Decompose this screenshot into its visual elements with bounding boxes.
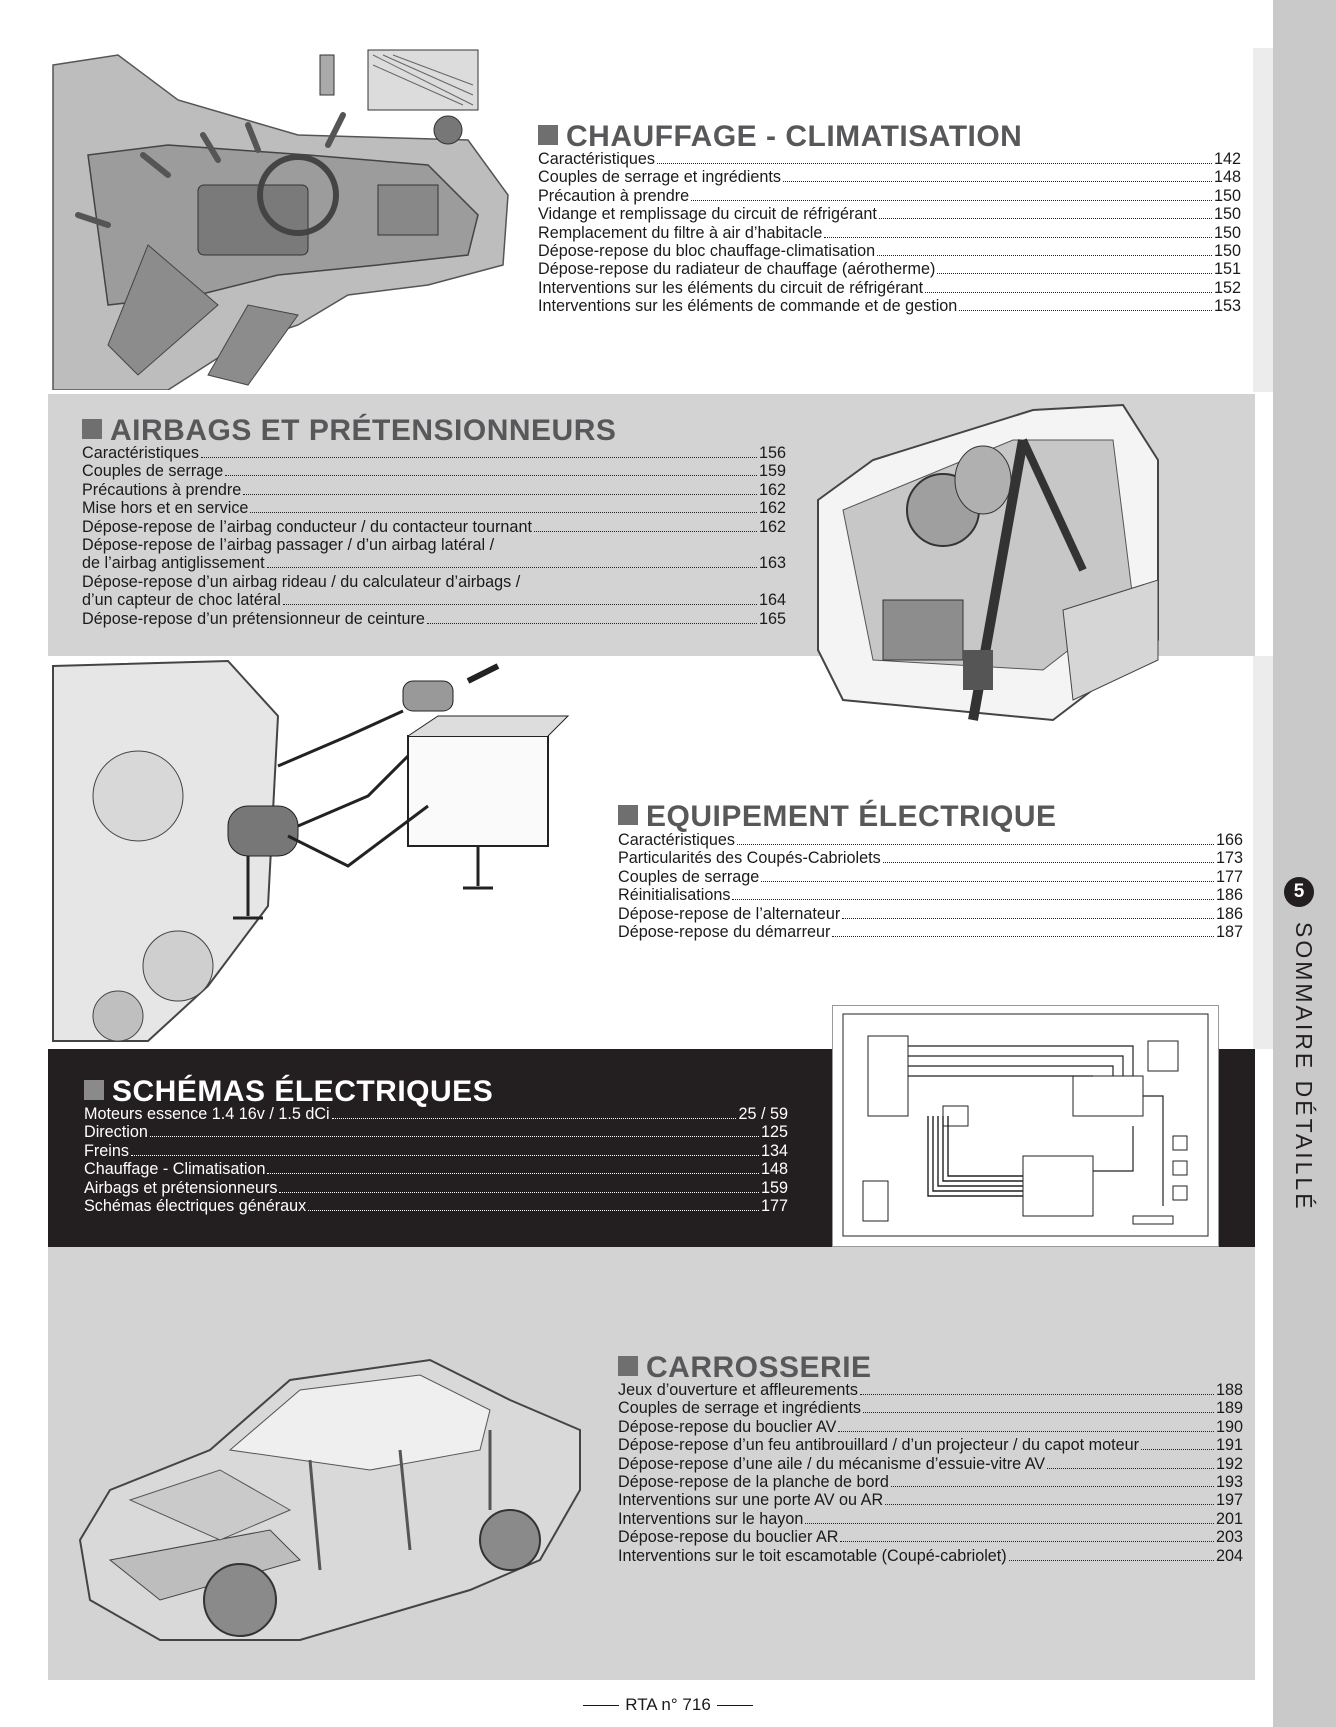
chapter-vertical-title: SOMMAIRE DÉTAILLÉ <box>1291 922 1317 1212</box>
car-body-illustration <box>70 1340 590 1650</box>
toc-entry[interactable]: Dépose-repose du bouclier AV 190 <box>618 1417 1243 1436</box>
toc-entry[interactable]: Direction 125 <box>84 1123 788 1142</box>
toc-entry[interactable]: Caractéristiques 166 <box>618 831 1243 849</box>
toc-entry-line1: Dépose-repose de l’airbag passager / d’un airbag latéral / <box>82 536 495 555</box>
toc-entry[interactable]: Airbags et prétensionneurs 159 <box>84 1178 788 1197</box>
toc-entry[interactable]: Réinitialisations 186 <box>618 886 1243 905</box>
carrosserie-heading: CARROSSERIE <box>618 1352 872 1384</box>
wiring-diagram-illustration <box>832 1005 1219 1247</box>
toc-entry[interactable]: Dépose-repose de l’airbag conducteur / du contacteur tournant 162 <box>82 517 786 536</box>
toc-entry[interactable]: Couples de serrage 159 <box>82 462 786 481</box>
toc-entry[interactable]: Dépose-repose du démarreur 187 <box>618 923 1243 942</box>
airbags-toc <box>82 444 786 628</box>
toc-entry-line1: Dépose-repose d’un airbag rideau / du calculateur d’airbags / <box>82 572 521 591</box>
equipement-heading: EQUIPEMENT ÉLECTRIQUE <box>618 801 1057 833</box>
toc-entry[interactable]: Vidange et remplissage du circuit de réfrigérant 150 <box>538 205 1241 224</box>
toc-entry[interactable]: Dépose-repose de l’alternateur 186 <box>618 904 1243 923</box>
heading-square-icon <box>84 1080 104 1100</box>
toc-entry[interactable]: Remplacement du filtre à air d’habitacle 150 <box>538 223 1241 242</box>
schemas-heading: SCHÉMAS ÉLECTRIQUES <box>84 1076 493 1108</box>
toc-entry[interactable]: Particularités des Coupés-Cabriolets 173 <box>618 849 1243 868</box>
carrosserie-toc <box>618 1381 1243 1565</box>
chapter-sidebar <box>1273 0 1336 1727</box>
toc-entry[interactable]: Dépose-repose du bouclier AR 203 <box>618 1528 1243 1547</box>
toc-entry[interactable]: Couples de serrage et ingrédients 148 <box>538 168 1241 187</box>
toc-entry[interactable]: Précaution à prendre 150 <box>538 186 1241 205</box>
toc-entry[interactable]: Mise hors et en service 162 <box>82 499 786 518</box>
toc-entry[interactable]: Dépose-repose d’un feu antibrouillard / d’un projecteur / du capot moteur 191 <box>618 1436 1243 1455</box>
page-footer <box>0 1695 1336 1715</box>
airbag-interior-illustration <box>813 400 1165 730</box>
chapter-number-badge: 5 <box>1284 877 1314 907</box>
toc-entry[interactable]: Jeux d’ouverture et affleurements 188 <box>618 1381 1243 1399</box>
heading-square-icon <box>618 1356 638 1376</box>
chauffage-heading: CHAUFFAGE - CLIMATISATION <box>538 121 1022 153</box>
toc-entry[interactable]: Chauffage - Climatisation 148 <box>84 1160 788 1179</box>
toc-entry[interactable]: Interventions sur le toit escamotable (Coupé-cabriolet) 204 <box>618 1546 1243 1565</box>
footer-label: RTA n° 716 <box>625 1695 711 1714</box>
toc-entry[interactable]: d’un capteur de choc latéral 164 <box>82 591 786 610</box>
toc-entry[interactable]: Dépose-repose d’un prétensionneur de ceinture 165 <box>82 609 786 628</box>
toc-entry[interactable]: de l’airbag antiglissement 163 <box>82 554 786 573</box>
toc-entry[interactable]: Dépose-repose d’une aile / du mécanisme d’essuie-vitre AV 192 <box>618 1454 1243 1473</box>
equipement-toc <box>618 831 1243 941</box>
heading-square-icon <box>82 419 102 439</box>
toc-entry[interactable]: Dépose-repose de la planche de bord 193 <box>618 1473 1243 1492</box>
toc-entry[interactable]: Couples de serrage 177 <box>618 867 1243 886</box>
toc-entry[interactable]: Caractéristiques 156 <box>82 444 786 462</box>
heading-square-icon <box>538 125 558 145</box>
heading-square-icon <box>618 805 638 825</box>
toc-entry[interactable]: Dépose-repose du radiateur de chauffage (aérotherme) 151 <box>538 260 1241 279</box>
toc-entry[interactable]: Interventions sur le hayon 201 <box>618 1509 1243 1528</box>
toc-entry[interactable]: Caractéristiques 142 <box>538 150 1241 168</box>
toc-entry[interactable]: Moteurs essence 1.4 16v / 1.5 dCi 25 / 59 <box>84 1105 788 1123</box>
toc-entry[interactable]: Schémas électriques généraux 177 <box>84 1197 788 1216</box>
toc-entry[interactable]: Interventions sur les éléments de commande et de gestion 153 <box>538 297 1241 316</box>
engine-electrical-illustration <box>48 656 578 1046</box>
toc-entry[interactable]: Précautions à prendre 162 <box>82 480 786 499</box>
toc-entry[interactable]: Couples de serrage et ingrédients 189 <box>618 1399 1243 1418</box>
dashboard-hvac-illustration <box>48 45 518 390</box>
toc-entry[interactable]: Dépose-repose du bloc chauffage-climatisation 150 <box>538 242 1241 261</box>
chauffage-toc <box>538 150 1241 316</box>
toc-entry[interactable]: Interventions sur une porte AV ou AR 197 <box>618 1491 1243 1510</box>
airbags-heading: AIRBAGS ET PRÉTENSIONNEURS <box>82 415 616 447</box>
toc-entry[interactable]: Freins 134 <box>84 1141 788 1160</box>
schemas-toc <box>84 1105 788 1215</box>
toc-entry[interactable]: Interventions sur les éléments du circuit de réfrigérant 152 <box>538 278 1241 297</box>
